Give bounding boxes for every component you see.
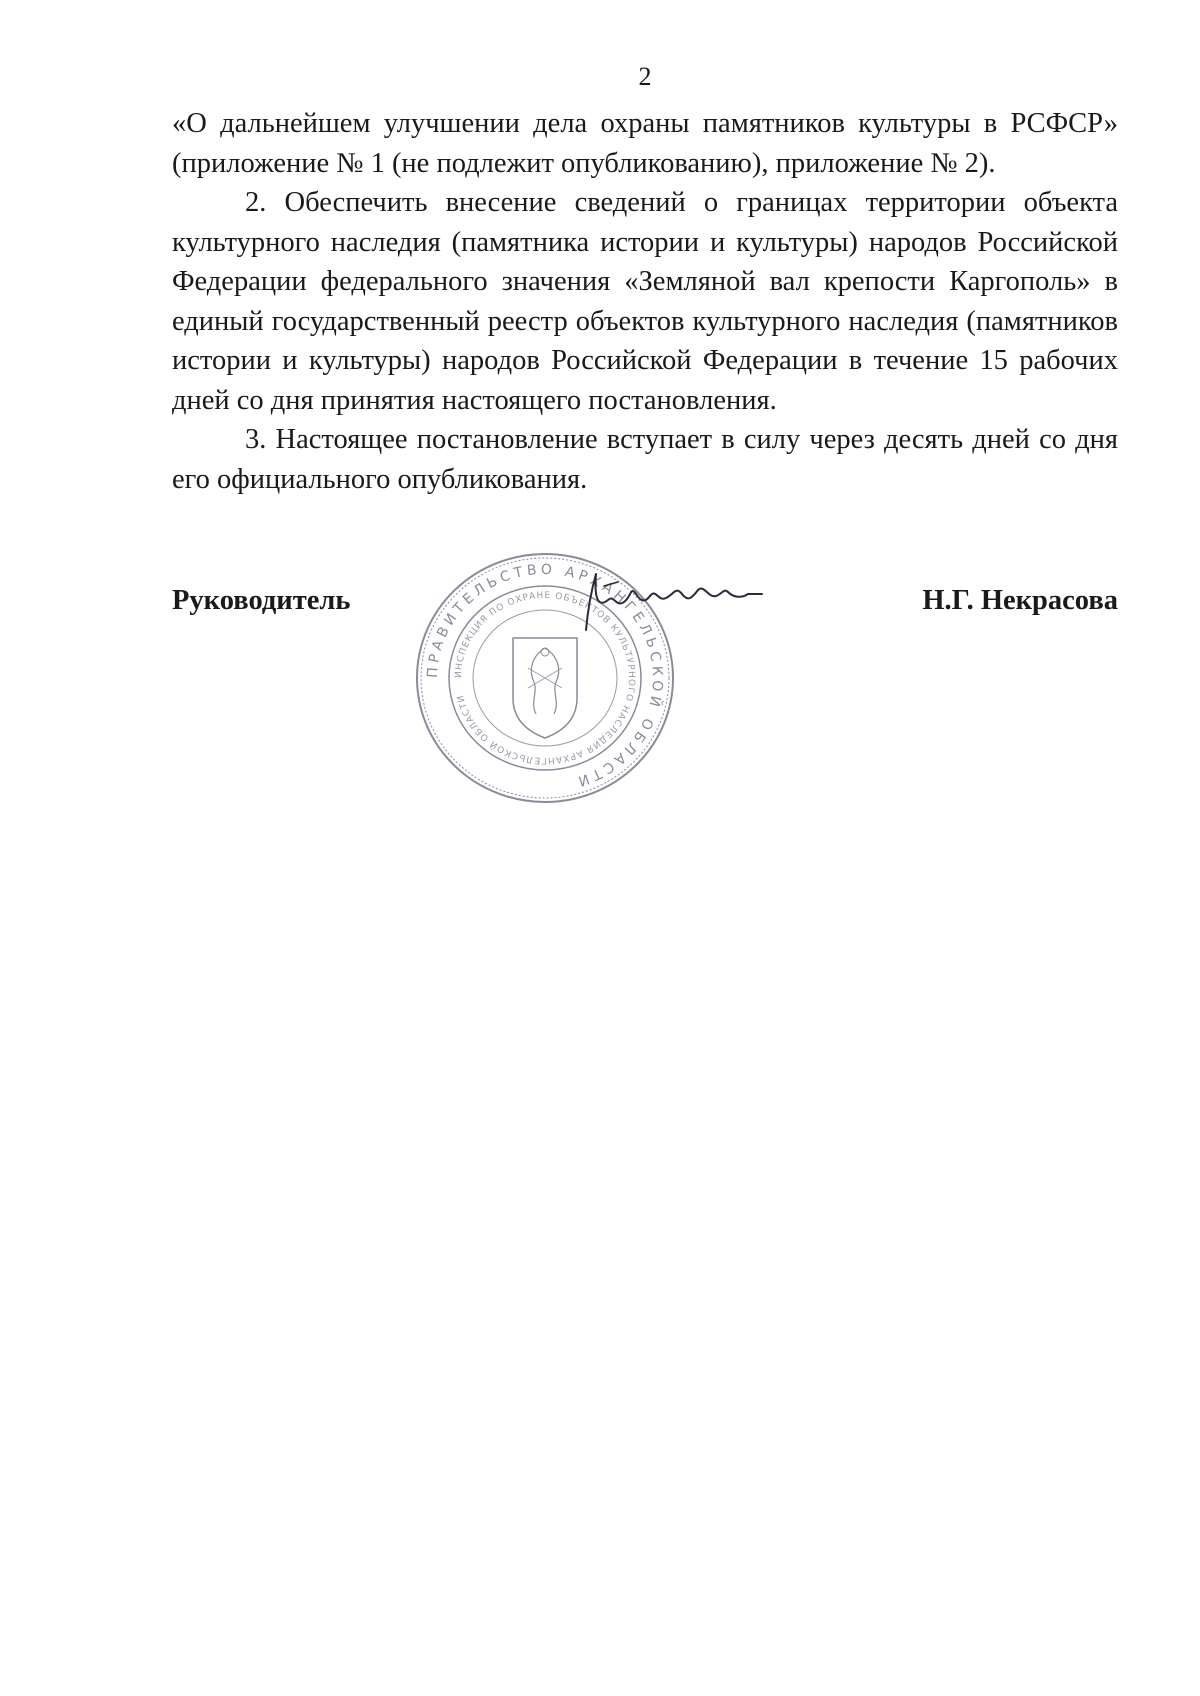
seal-inner-text: ИНСПЕКЦИЯ ПО ОХРАНЕ ОБЪЕКТОВ КУЛЬТУРНОГО НАСЛЕДИЯ АРХАНГЕЛЬСКОЙ ОБЛАСТИ (453, 590, 637, 766)
handwritten-signature (578, 568, 768, 638)
page-number: 2 (638, 62, 652, 91)
signatory-title: Руководитель (172, 585, 351, 616)
document-body (172, 104, 1118, 499)
coat-of-arms-icon (513, 638, 577, 738)
paragraph-item-3: 3. Настоящее постановление вступает в силу через десять дней со дня его официального опубликования. (172, 424, 1118, 495)
signatory-name: Н.Г. Некрасова (922, 585, 1118, 616)
paragraph-continuation: «О дальнейшем улучшении дела охраны памятников культуры в РСФСР» (приложение № 1 (не подлежит опубликованию), приложение № 2). (172, 108, 1118, 179)
paragraph-item-2: 2. Обеспечить внесение сведений о границах территории объекта культурного наследия (памятника истории и культуры) народов Российской Федерации федерального значения «Земляной вал крепости Каргополь» в единый государственный реестр объектов культурного наследия (памятников истории и культуры) народов Российской Федерации в течение 15 рабочих дней со дня принятия настоящего постановления. (172, 187, 1118, 416)
seal-outer-text: ПРАВИТЕЛЬСТВО АРХАНГЕЛЬСКОЙ ОБЛАСТИ (424, 561, 666, 790)
